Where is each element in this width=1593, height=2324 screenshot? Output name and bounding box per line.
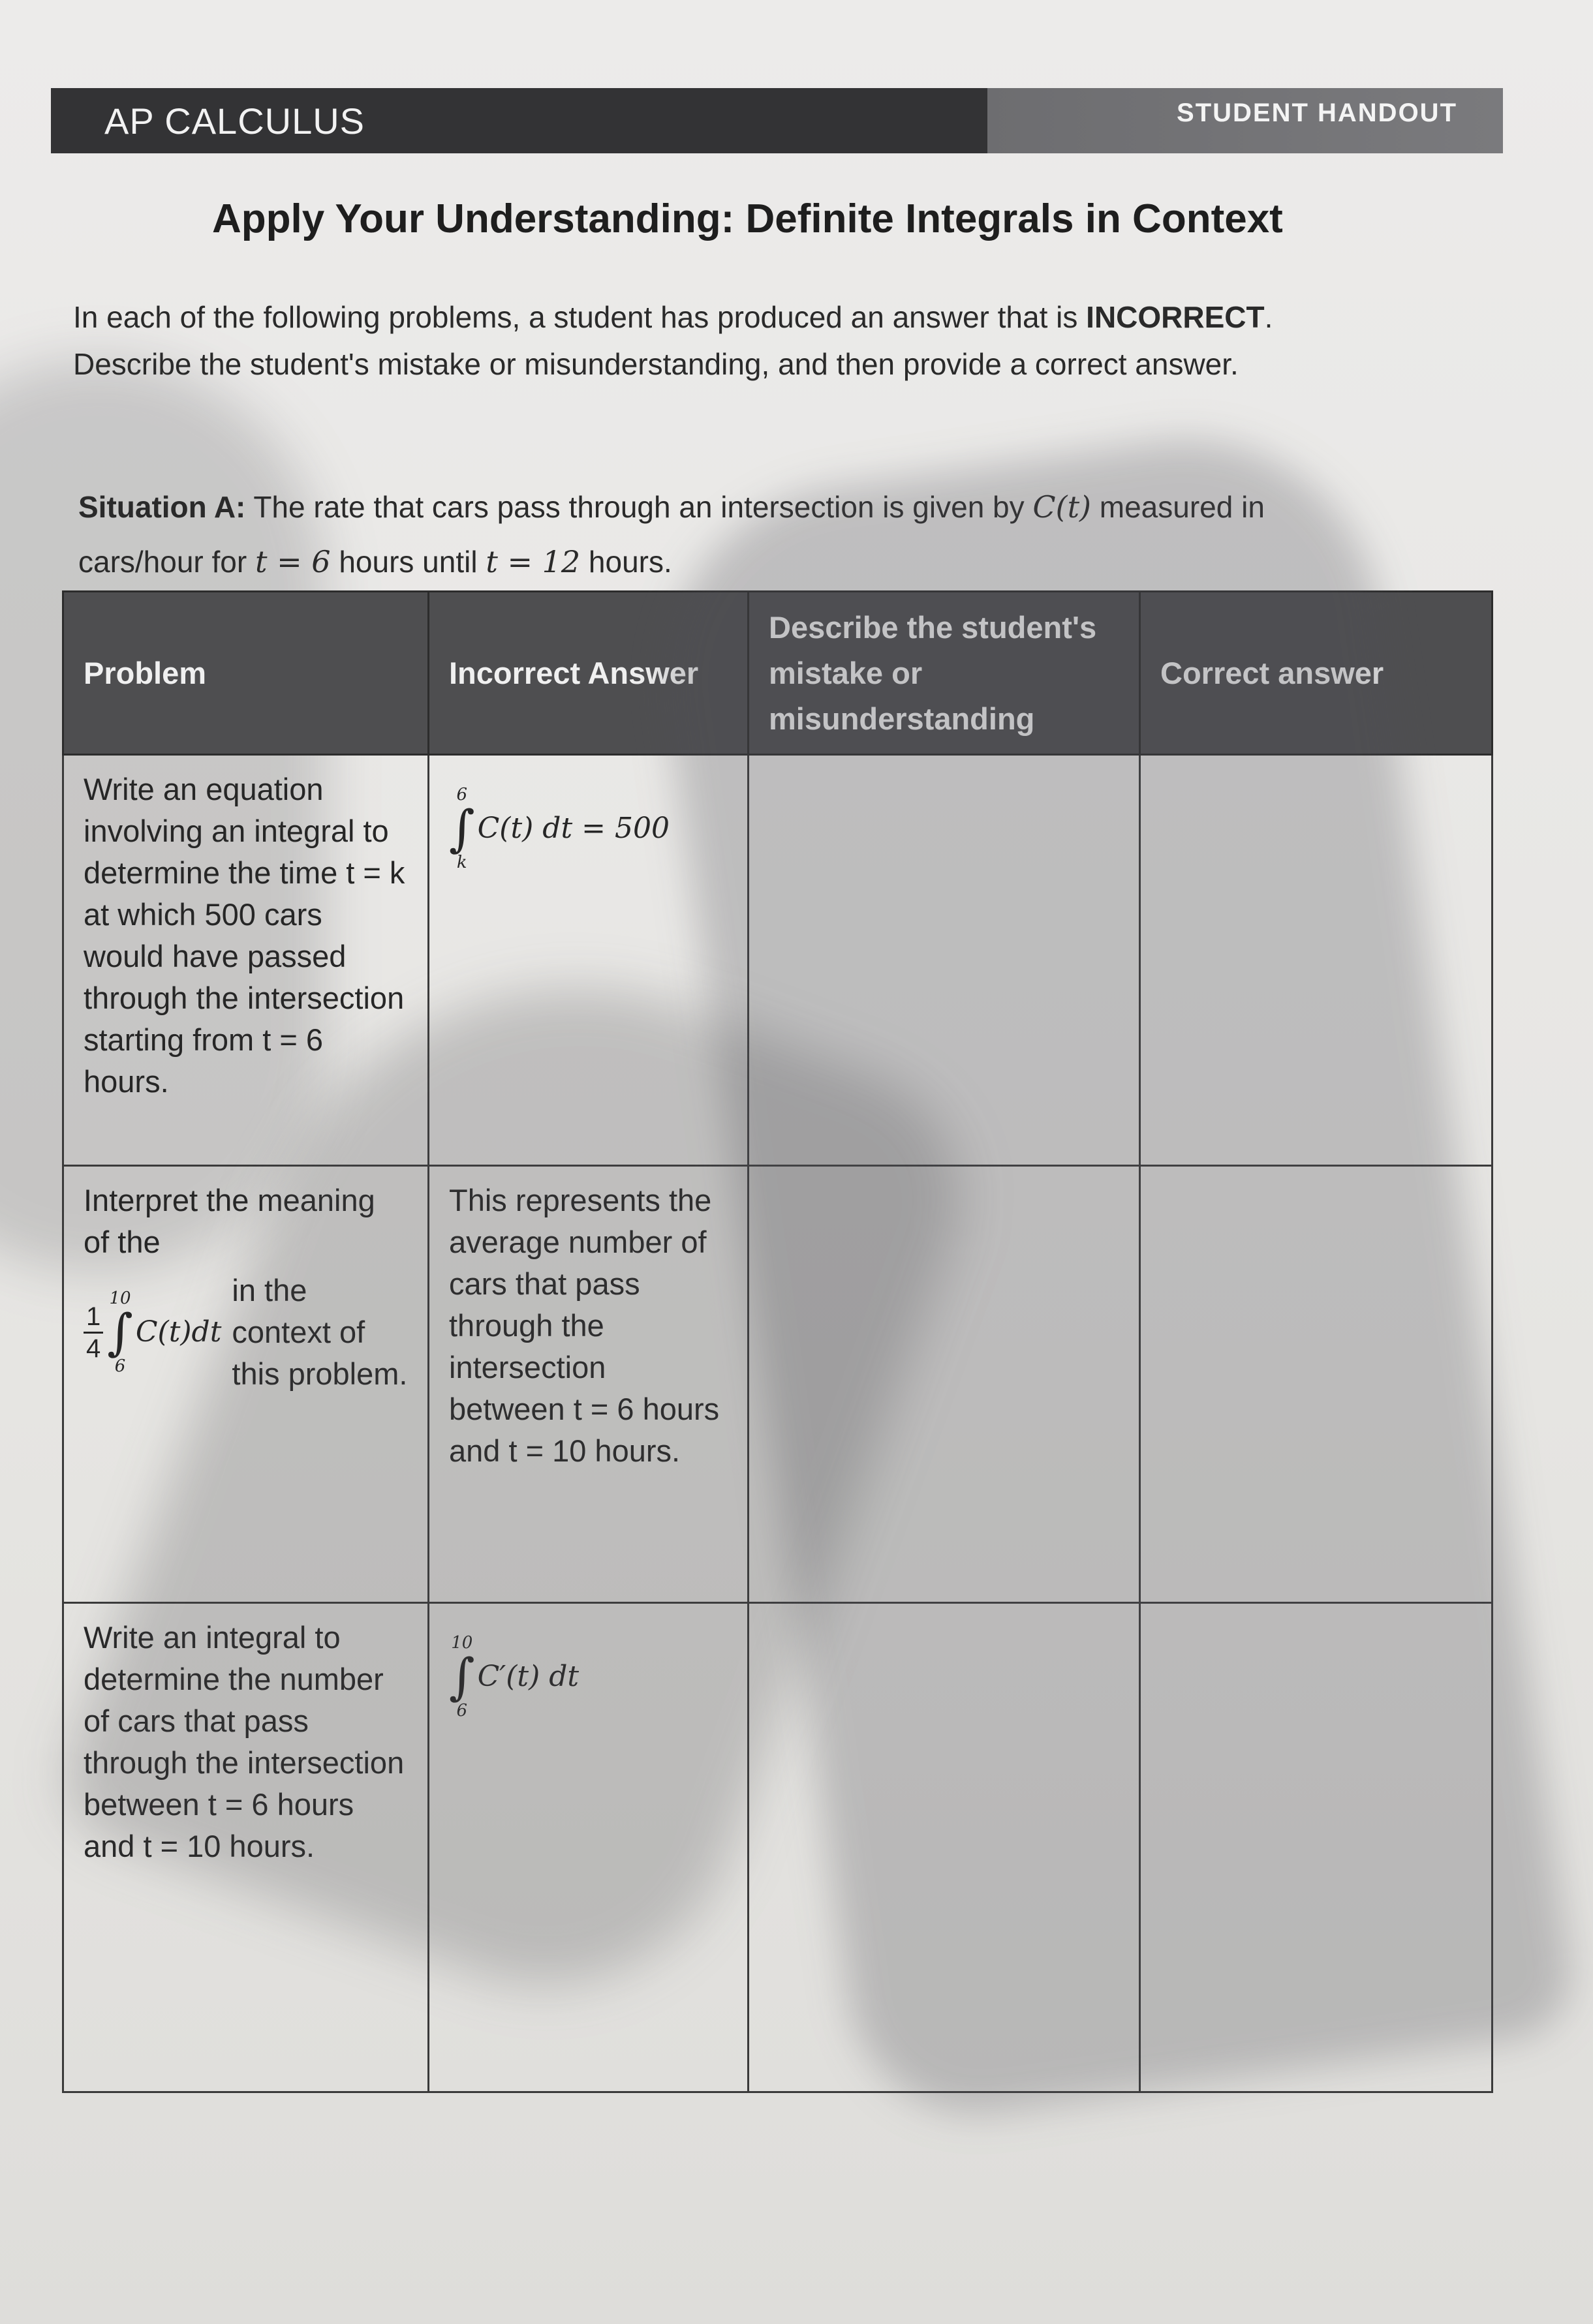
banner-handout: [987, 88, 1503, 153]
integrand: C(t) dt = 500: [477, 812, 670, 845]
course-label: AP CALCULUS: [104, 100, 365, 142]
integral-bounds: [449, 786, 475, 872]
integral-bounds: [107, 1289, 133, 1375]
problem-text: Write an integral to determine the number of cars that pass through the intersection between t = 6 hours and t = 10 hours.: [84, 1620, 405, 1863]
fraction-denominator: 4: [86, 1334, 101, 1363]
start-time: t = 6: [255, 544, 331, 579]
problem-text: Interpret the meaning of the: [84, 1183, 375, 1259]
instructions-line-1: [73, 294, 1476, 341]
upper-bound: 10: [451, 1633, 473, 1653]
situation-text: hours.: [580, 545, 672, 579]
problem-text-inline: in the context of this problem.: [232, 1273, 408, 1391]
situation-label: Situation A:: [78, 490, 246, 524]
integrand: C′(t) dt: [477, 1660, 580, 1693]
integral-expression: [449, 786, 670, 872]
integral-sign: ∫: [449, 799, 475, 857]
handout-label: STUDENT HANDOUT: [1177, 99, 1457, 127]
integrand: C(t)dt: [135, 1315, 222, 1349]
header-banner: [51, 88, 1503, 153]
upper-bound: 10: [109, 1289, 131, 1308]
instructions: [73, 294, 1476, 388]
fraction: [84, 1302, 103, 1364]
instructions-line-2: Describe the student's mistake or misunderstanding, and then provide a correct answer.: [73, 347, 1239, 381]
lower-bound: k: [456, 853, 467, 872]
lower-bound: 6: [456, 1701, 468, 1720]
situation-text: measured in: [1091, 490, 1265, 524]
lower-bound: 6: [114, 1356, 126, 1376]
header-correct-answer: Correct answer: [1140, 592, 1492, 755]
situation-text: The rate that cars pass through an intersection is given by: [245, 490, 1033, 524]
header-problem: Problem: [63, 592, 429, 755]
instructions-period: .: [1264, 300, 1273, 334]
integral-sign: ∫: [449, 1647, 475, 1705]
instructions-text: In each of the following problems, a student has produced an answer that is: [73, 300, 1087, 334]
upper-bound: 6: [456, 785, 468, 804]
header-incorrect-answer: Incorrect Answer: [429, 592, 749, 755]
end-time: t = 12: [486, 544, 581, 579]
integral-expression: [107, 1289, 221, 1375]
page-title: Apply Your Understanding: Definite Integrals in Context: [212, 196, 1283, 241]
answer-text: This represents the average number of cars that pass through the intersection between t = 6 hours and t = 10 hours.: [449, 1183, 720, 1468]
situation-text: hours until: [330, 545, 486, 579]
situation-text: cars/hour for: [78, 545, 255, 579]
problem-text: Write an equation involving an integral to determine the time t = k at which 500 cars would have passed through the intersection starting from t = 6 hours.: [84, 772, 405, 1099]
integral-sign: ∫: [107, 1303, 133, 1361]
incorrect-emphasis: INCORRECT: [1086, 300, 1265, 334]
banner-course: [51, 88, 987, 153]
rate-function: C(t): [1032, 489, 1091, 525]
fraction-numerator: 1: [84, 1302, 103, 1334]
header-describe-mistake: Describe the student's mistake or misunderstanding: [749, 592, 1140, 755]
